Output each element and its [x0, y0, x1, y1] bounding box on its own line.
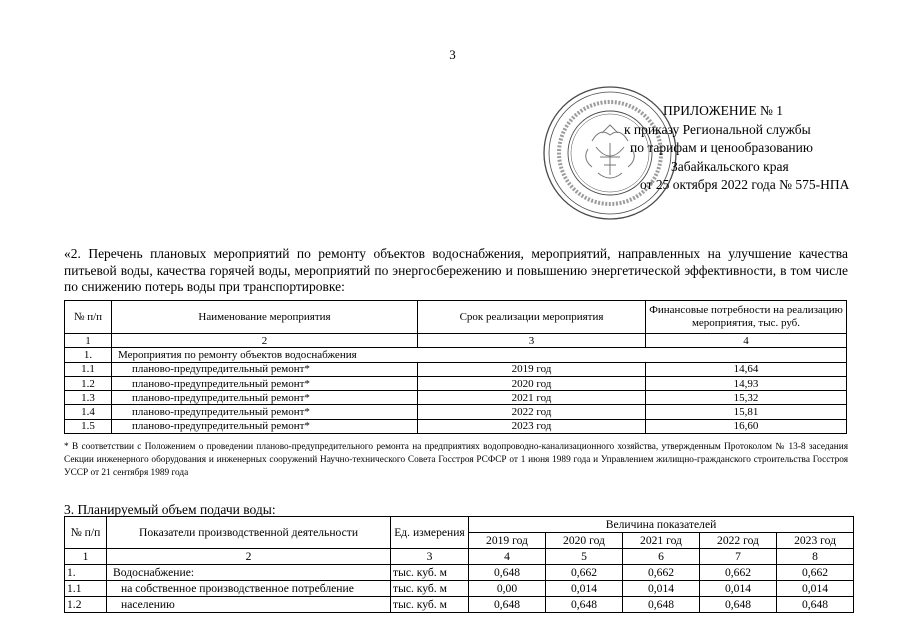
row-num: 1.3	[65, 391, 112, 405]
row-value: 0,014	[700, 581, 777, 597]
header-year: 2019 год	[469, 533, 546, 549]
row-value: 0,00	[469, 581, 546, 597]
header-num: № п/п	[65, 301, 112, 334]
row-value: 0,648	[469, 597, 546, 613]
row-value: 0,648	[623, 597, 700, 613]
row-value: 0,648	[700, 597, 777, 613]
table-row	[65, 597, 854, 613]
table-group-row	[65, 348, 847, 362]
table-row	[65, 581, 854, 597]
col-number: 1	[65, 334, 112, 348]
table-header-row	[65, 301, 847, 334]
section3-title: 3. Планируемый объем подачи воды:	[64, 502, 276, 517]
header-unit: Ед. измерения	[391, 517, 469, 549]
table-row	[65, 419, 847, 433]
row-value: 0,662	[777, 565, 854, 581]
row-term: 2022 год	[418, 405, 646, 419]
header-year: 2021 год	[623, 533, 700, 549]
col-number: 1	[65, 549, 107, 565]
table-row	[65, 362, 847, 376]
row-term: 2020 год	[418, 376, 646, 390]
col-number: 2	[107, 549, 391, 565]
row-cost: 14,93	[646, 376, 847, 390]
footnote: * В соответствии с Положением о проведении планово-предупредительного ремонта на предприятиях водопроводно-канализационного хозяйства, утвержденным Протоколом № 13-8 заседания Секции инженерного оборудования и инженерных сооружений Научно-технического Совета Госстроя РСФСР от 1 июня 1989 года и Управлением жилищно-гражданского строительства Госстроя УССР от 21 сентября 1989 года	[64, 442, 848, 478]
col-number: 6	[623, 549, 700, 565]
row-name: планово-предупредительный ремонт*	[112, 362, 418, 376]
header-year: 2020 год	[546, 533, 623, 549]
row-num: 1.1	[65, 581, 107, 597]
page-number: 3	[449, 47, 456, 62]
col-number: 4	[646, 334, 847, 348]
row-name: планово-предупредительный ремонт*	[112, 405, 418, 419]
row-term: 2019 год	[418, 362, 646, 376]
header-indicator: Показатели производственной деятельности	[107, 517, 391, 549]
appendix-date-line: от 25 октября 2022 года № 575-НПА	[640, 177, 850, 193]
header-cost: Финансовые потребности на реализацию мероприятия, тыс. руб.	[646, 301, 847, 334]
row-name: планово-предупредительный ремонт*	[112, 376, 418, 390]
repair-measures-table	[64, 300, 847, 434]
row-value: 0,014	[623, 581, 700, 597]
header-year: 2022 год	[700, 533, 777, 549]
row-value: 0,014	[546, 581, 623, 597]
row-name: на собственное производственное потребление	[107, 581, 391, 597]
row-name: Водоснабжение:	[107, 565, 391, 581]
header-term: Срок реализации мероприятия	[418, 301, 646, 334]
row-num: 1.1	[65, 362, 112, 376]
section2-intro: «2. Перечень плановых мероприятий по ремонту объектов водоснабжения, мероприятий, направленных на улучшение качества питьевой воды, качества горячей воды, мероприятий по энергосбережению и повышению энергетической эффективности, в том числе по снижению потерь воды при транспортировке:	[64, 246, 848, 294]
col-number: 8	[777, 549, 854, 565]
header-values: Величина показателей	[469, 517, 854, 533]
row-cost: 16,60	[646, 419, 847, 433]
appendix-header	[600, 102, 870, 195]
table-row	[65, 376, 847, 390]
row-unit: тыс. куб. м	[391, 597, 469, 613]
header-year: 2023 год	[777, 533, 854, 549]
row-name: планово-предупредительный ремонт*	[112, 391, 418, 405]
appendix-service-line: по тарифам и ценообразованию	[630, 140, 813, 156]
row-unit: тыс. куб. м	[391, 565, 469, 581]
group-num: 1.	[65, 348, 112, 362]
col-number: 5	[546, 549, 623, 565]
header-name: Наименование мероприятия	[112, 301, 418, 334]
row-num: 1.	[65, 565, 107, 581]
appendix-order-line: к приказу Региональной службы	[624, 121, 811, 137]
row-cost: 15,81	[646, 405, 847, 419]
row-num: 1.4	[65, 405, 112, 419]
col-number: 2	[112, 334, 418, 348]
row-value: 0,648	[469, 565, 546, 581]
row-num: 1.2	[65, 597, 107, 613]
row-name: населению	[107, 597, 391, 613]
row-num: 1.5	[65, 419, 112, 433]
row-value: 0,648	[546, 597, 623, 613]
table-header-row	[65, 517, 854, 533]
table-numbering-row	[65, 334, 847, 348]
row-cost: 14,64	[646, 362, 847, 376]
row-value: 0,014	[777, 581, 854, 597]
row-name: планово-предупредительный ремонт*	[112, 419, 418, 433]
row-num: 1.2	[65, 376, 112, 390]
group-name: Мероприятия по ремонту объектов водоснабжения	[112, 348, 847, 362]
row-term: 2023 год	[418, 419, 646, 433]
row-value: 0,662	[700, 565, 777, 581]
row-value: 0,662	[623, 565, 700, 581]
row-cost: 15,32	[646, 391, 847, 405]
table-numbering-row	[65, 549, 854, 565]
row-term: 2021 год	[418, 391, 646, 405]
appendix-region-line: Забайкальского края	[671, 158, 789, 174]
appendix-title: ПРИЛОЖЕНИЕ № 1	[663, 103, 784, 118]
row-unit: тыс. куб. м	[391, 581, 469, 597]
row-value: 0,662	[546, 565, 623, 581]
header-num: № п/п	[65, 517, 107, 549]
table-row	[65, 405, 847, 419]
col-number: 3	[391, 549, 469, 565]
water-supply-volume-table	[64, 516, 854, 613]
row-value: 0,648	[777, 597, 854, 613]
table-row	[65, 565, 854, 581]
col-number: 7	[700, 549, 777, 565]
table-row	[65, 391, 847, 405]
col-number: 4	[469, 549, 546, 565]
col-number: 3	[418, 334, 646, 348]
